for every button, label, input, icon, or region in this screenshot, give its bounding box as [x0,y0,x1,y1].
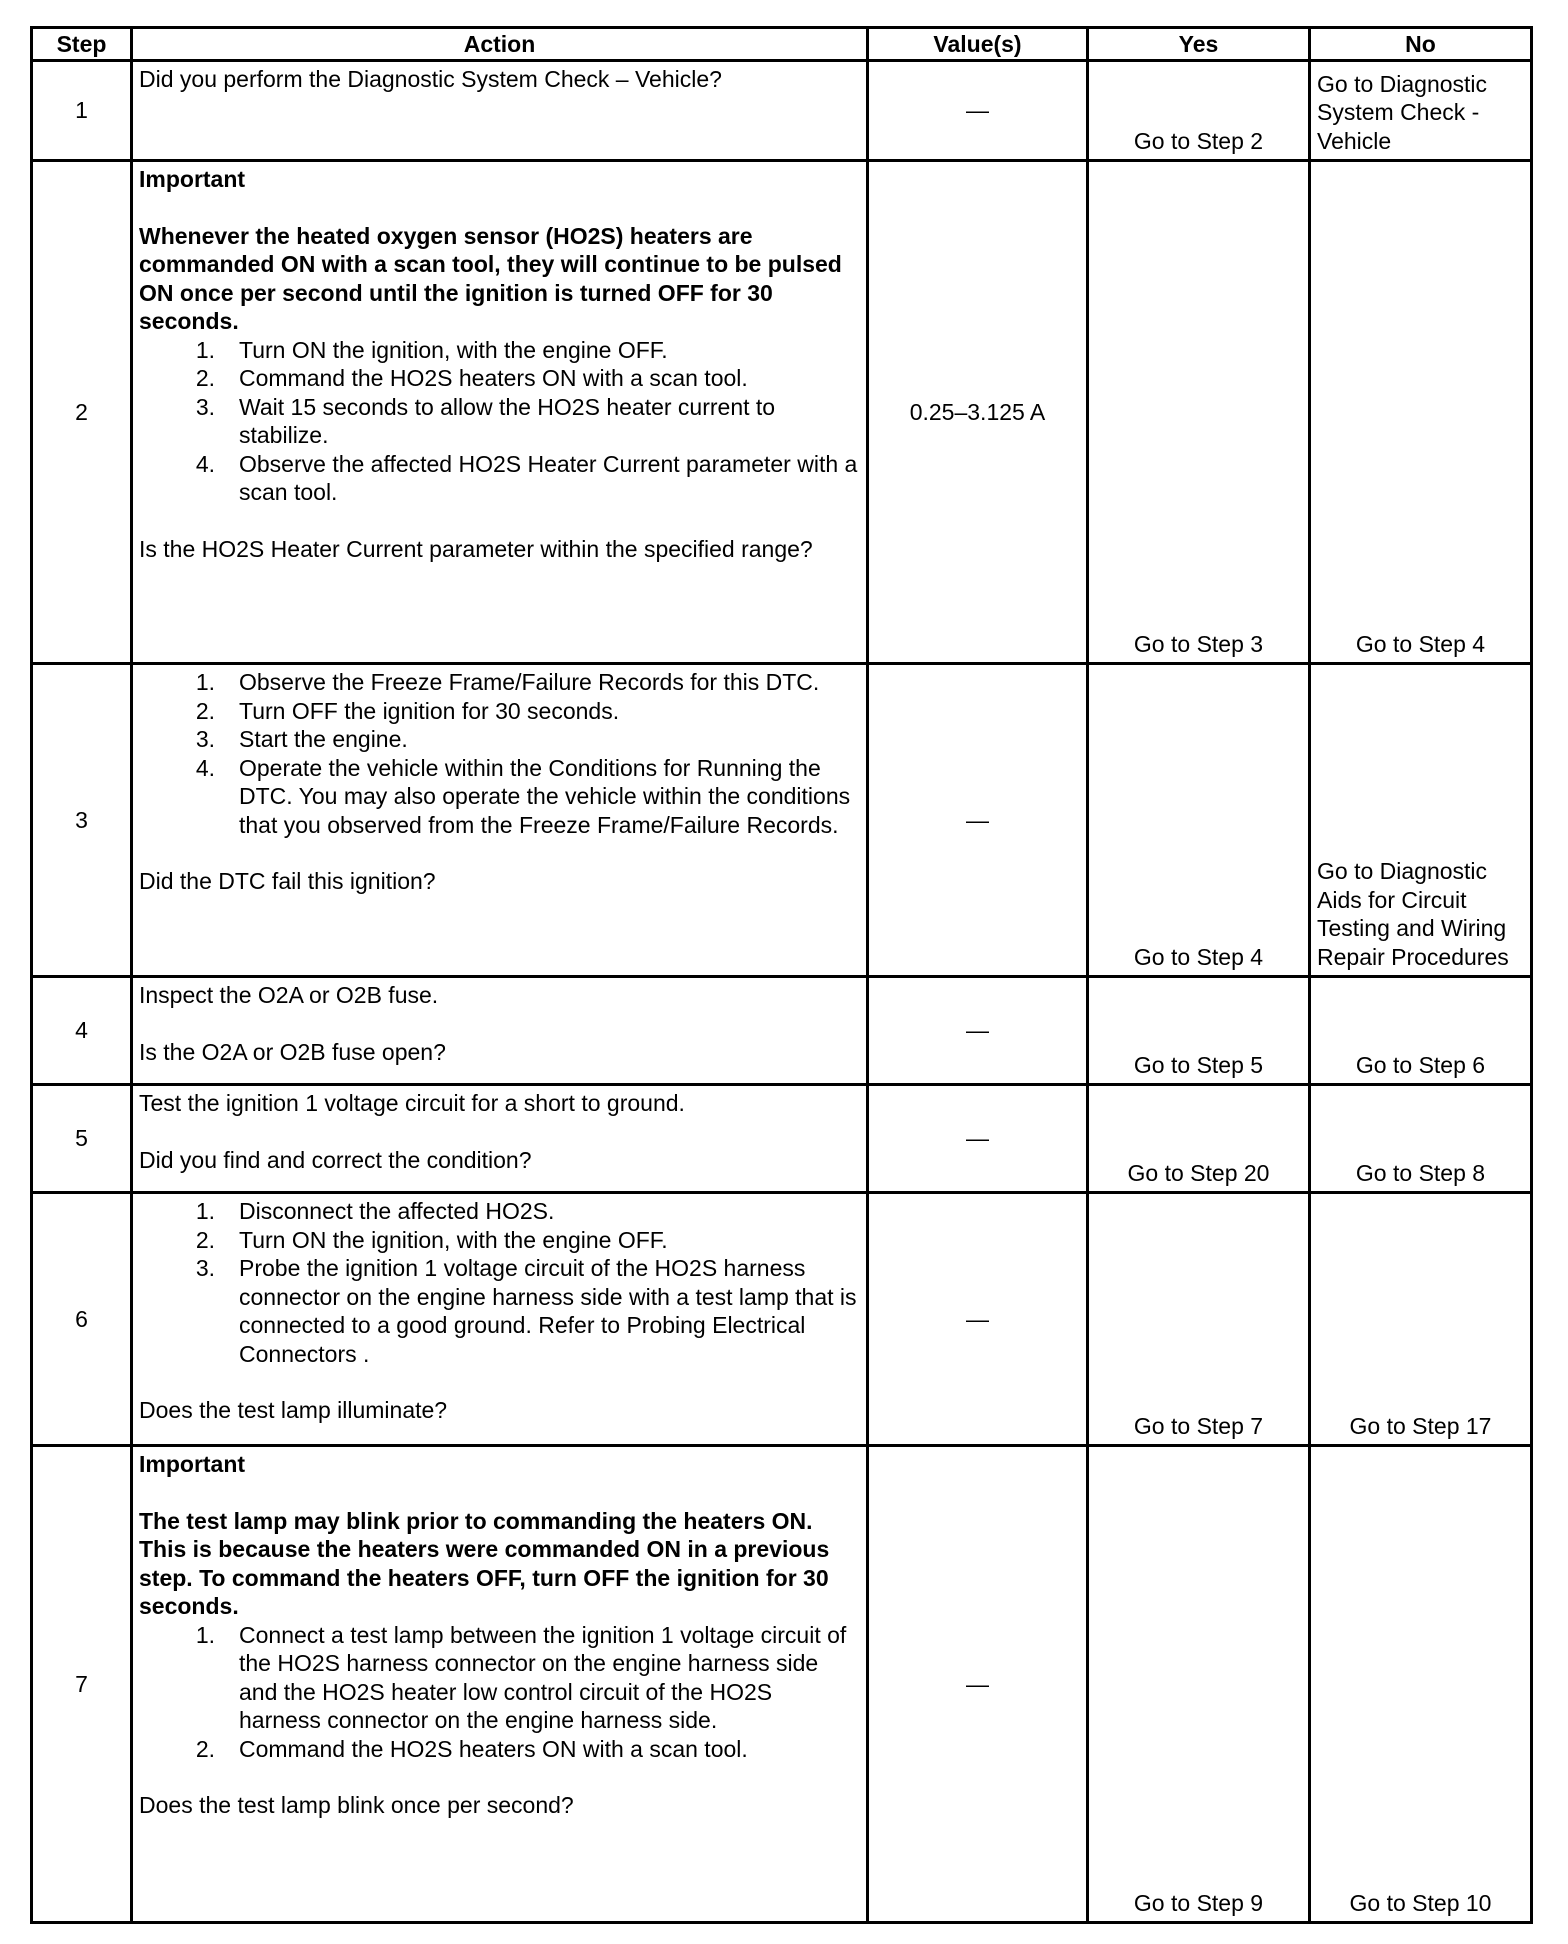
value-cell: — [868,1085,1088,1193]
question-text: Does the test lamp illuminate? [139,1397,448,1423]
diagnostic-table [30,26,1533,1924]
important-body: Whenever the heated oxygen sensor (HO2S) heaters are commanded ON with a scan tool, they will continue to be pulsed ON once per second until the ignition is turned OFF for 30 seconds. [139,222,842,334]
list-item: 1. Observe the Freeze Frame/Failure Records for this DTC. [195,669,820,695]
action-cell [132,664,868,977]
action-cell [132,161,868,664]
header-values: Value(s) [868,28,1088,61]
question-text: Is the O2A or O2B fuse open? [139,1038,446,1065]
table-row [32,1085,1532,1193]
no-cell [1310,61,1532,161]
question-text: Does the test lamp blink once per second? [139,1792,574,1818]
no-cell [1310,161,1532,664]
value-cell: — [868,1193,1088,1446]
yes-result: Go to Step 3 [1133,630,1264,657]
header-step: Step [32,28,132,61]
step-number: 7 [32,1446,132,1923]
header-row [32,28,1532,61]
no-cell [1310,664,1532,977]
action-text: Did you perform the Diagnostic System Check – Vehicle? [139,66,722,92]
yes-cell [1088,1085,1310,1193]
question-text: Did you find and correct the condition? [139,1146,532,1173]
no-cell [1310,977,1532,1085]
no-result: Go to Step 6 [1355,1051,1486,1078]
action-cell [132,1193,868,1446]
action-text: Inspect the O2A or O2B fuse. [139,982,439,1008]
procedure-list [139,668,860,839]
header-no: No [1310,28,1532,61]
procedure-list [139,1621,860,1764]
action-cell [132,1085,868,1193]
action-cell [132,977,868,1085]
yes-cell [1088,61,1310,161]
step-number: 2 [32,161,132,664]
list-item: 2. Command the HO2S heaters ON with a scan tool. [195,365,748,391]
value-cell: 0.25–3.125 A [868,161,1088,664]
action-cell [132,1446,868,1923]
table-row [32,1446,1532,1923]
step-number: 5 [32,1085,132,1193]
step-number: 6 [32,1193,132,1446]
list-item: 2. Turn ON the ignition, with the engine OFF. [195,1226,668,1253]
list-item: 3. Wait 15 seconds to allow the HO2S heater current to stabilize. [195,393,776,448]
list-item: 3. Probe the ignition 1 voltage circuit of the HO2S harness connector on the engine harness side with a test lamp that is connected to a good ground. Refer to Probing Electrical Connectors . [195,1255,857,1367]
yes-result: Go to Step 7 [1133,1412,1264,1439]
yes-result: Go to Step 20 [1127,1159,1270,1186]
value-cell: — [868,61,1088,161]
procedure-list [139,336,860,507]
header-yes: Yes [1088,28,1310,61]
question-text: Is the HO2S Heater Current parameter within the specified range? [139,535,813,562]
important-title: Important [139,166,246,192]
yes-cell [1088,1193,1310,1446]
list-item: 1. Turn ON the ignition, with the engine OFF. [195,336,668,363]
list-item: 4. Observe the affected HO2S Heater Current parameter with a scan tool. [195,450,858,505]
no-cell [1310,1085,1532,1193]
yes-cell [1088,977,1310,1085]
no-result: Go to Diagnostic Aids for Circuit Testing and Wiring Repair Procedures [1317,858,1509,970]
no-cell [1310,1446,1532,1923]
table-row [32,61,1532,161]
no-cell [1310,1193,1532,1446]
action-text: Test the ignition 1 voltage circuit for a short to ground. [139,1090,685,1116]
yes-cell [1088,664,1310,977]
yes-result: Go to Step 4 [1133,943,1264,970]
step-number: 1 [32,61,132,161]
list-item: 1. Disconnect the affected HO2S. [195,1198,555,1224]
value-cell: — [868,1446,1088,1923]
no-result: Go to Step 8 [1355,1159,1486,1186]
important-body: The test lamp may blink prior to commanding the heaters ON. This is because the heaters were commanded ON in a previous step. To command the heaters OFF, turn OFF the ignition for 30 seconds. [139,1507,830,1619]
step-number: 3 [32,664,132,977]
table-row [32,161,1532,664]
list-item: 4. Operate the vehicle within the Conditions for Running the DTC. You may also operate the vehicle within the conditions that you observed from the Freeze Frame/Failure Records. [195,754,851,838]
table-row [32,664,1532,977]
question-text: Did the DTC fail this ignition? [139,868,436,894]
header-action: Action [132,28,868,61]
action-cell [132,61,868,161]
no-result: Go to Step 17 [1349,1412,1492,1439]
list-item: 1. Connect a test lamp between the ignition 1 voltage circuit of the HO2S harness connector on the engine harness side and the HO2S heater low control circuit of the HO2S harness connector on the engine harness side. [195,1621,847,1733]
important-title: Important [139,1451,246,1477]
yes-cell [1088,1446,1310,1923]
value-cell: — [868,664,1088,977]
no-result: Go to Step 10 [1349,1889,1492,1916]
list-item: 2. Command the HO2S heaters ON with a scan tool. [195,1735,748,1762]
list-item: 2. Turn OFF the ignition for 30 seconds. [195,697,620,724]
yes-result: Go to Step 5 [1133,1051,1264,1078]
yes-result: Go to Step 2 [1133,127,1264,154]
yes-cell [1088,161,1310,664]
step-number: 4 [32,977,132,1085]
table-row [32,977,1532,1085]
table-row [32,1193,1532,1446]
value-cell: — [868,977,1088,1085]
list-item: 3. Start the engine. [195,726,408,752]
procedure-list [139,1197,860,1368]
yes-result: Go to Step 9 [1133,1889,1264,1916]
no-result: Go to Diagnostic System Check - Vehicle [1317,70,1488,154]
no-result: Go to Step 4 [1355,630,1486,657]
